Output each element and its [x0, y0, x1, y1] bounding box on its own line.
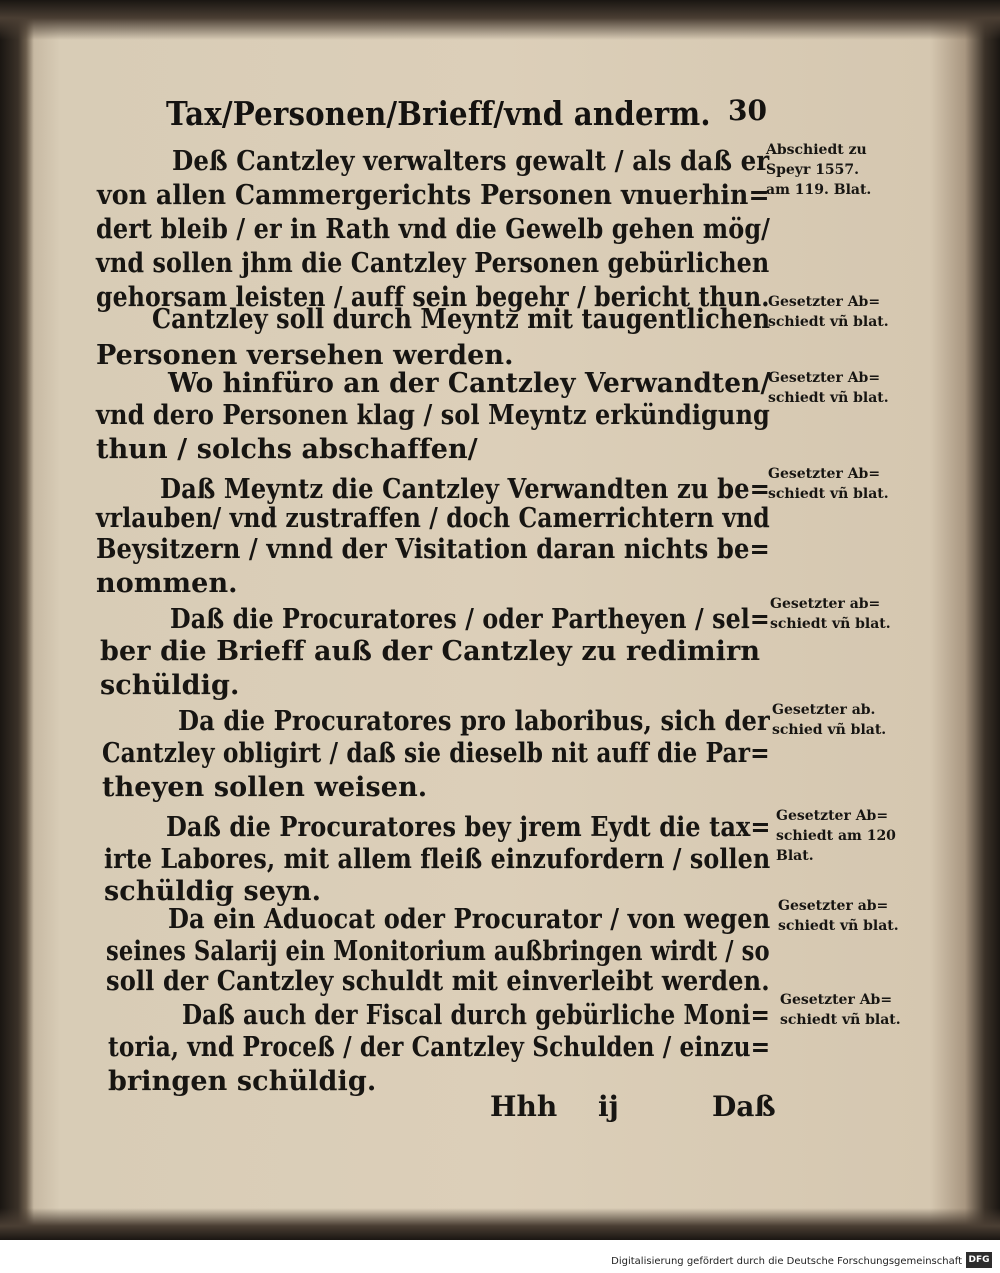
text-line: schüldig seyn.: [104, 876, 322, 907]
text-line: Daß die Procuratores bey jrem Eydt die tax=: [166, 812, 771, 843]
text-line: ber die Brieff auß der Cantzley zu redimirn: [100, 636, 761, 667]
catchword: Daß: [712, 1090, 776, 1123]
folio-number: 30: [728, 94, 767, 127]
text-line: schüldig.: [100, 670, 240, 701]
text-line: Deß Cantzley verwalters gewalt / als daß er: [172, 146, 770, 177]
text-line: seines Salarij ein Monitorium außbringen wirdt / so: [106, 936, 770, 967]
text-line: toria, vnd Proceß / der Cantzley Schulden / einzu=: [108, 1032, 771, 1063]
text-line: soll der Cantzley schuldt mit einverleibt werden.: [106, 966, 770, 997]
text-line: vnd sollen jhm die Cantzley Personen gebürlichen: [96, 248, 770, 279]
signature-number: ij: [598, 1090, 619, 1123]
margin-note: Gesetzter Ab= schiedt vñ blat.: [780, 992, 901, 1028]
text-line: Daß auch der Fiscal durch gebürliche Moni=: [182, 1000, 770, 1031]
text-line: Wo hinfüro an der Cantzley Verwandten/: [168, 368, 771, 399]
running-header: Tax/Personen/Brieff/vnd anderm.: [166, 94, 711, 133]
margin-note: Gesetzter ab. schied vñ blat.: [772, 702, 887, 738]
text-line: bringen schüldig.: [108, 1066, 377, 1097]
text-line: nommen.: [96, 568, 238, 599]
margin-note: Gesetzter ab= schiedt vñ blat.: [778, 898, 899, 934]
text-line: Cantzley obligirt / daß sie dieselb nit auff die Par=: [102, 738, 770, 769]
text-line: Daß Meyntz die Cantzley Verwandten zu be=: [160, 474, 770, 505]
dfg-logo-icon: DFG: [966, 1252, 992, 1268]
text-line: vnd dero Personen klag / sol Meyntz erkündigung: [96, 400, 770, 431]
margin-note: Abschiedt zu Speyr 1557. am 119. Blat.: [766, 142, 872, 198]
text-line: Daß die Procuratores / oder Partheyen / sel=: [170, 604, 770, 635]
margin-note: Gesetzter Ab= schiedt vñ blat.: [768, 294, 889, 330]
text-line: gehorsam leisten / auff sein begehr / bericht thun.: [96, 282, 770, 313]
margin-note: Gesetzter Ab= schiedt vñ blat.: [768, 370, 889, 406]
text-line: theyen sollen weisen.: [102, 772, 428, 803]
text-line: vrlauben/ vnd zustraffen / doch Camerrichtern vnd: [96, 503, 770, 534]
text-line: Da die Procuratores pro laboribus, sich der: [178, 706, 770, 737]
text-line: irte Labores, mit allem fleiß einzufordern / sollen: [104, 844, 771, 875]
text-line: von allen Cammergerichts Personen vnuerhin=: [97, 180, 770, 211]
text-line: Personen versehen werden.: [96, 340, 514, 371]
text-line: dert bleib / er in Rath vnd die Gewelb gehen mög/: [96, 214, 771, 245]
margin-note: Gesetzter Ab= schiedt vñ blat.: [768, 466, 889, 502]
funding-credit: Digitalisierung gefördert durch die Deutsche Forschungsgemeinschaft: [611, 1256, 962, 1267]
text-line: Cantzley soll durch Meyntz mit taugentlichen: [152, 304, 771, 335]
signature-mark: Hhh: [490, 1090, 558, 1123]
margin-note: Gesetzter Ab= schiedt am 120 Blat.: [776, 808, 896, 864]
text-line: Beysitzern / vnnd der Visitation daran nichts be=: [96, 534, 770, 565]
text-line: thun / solchs abschaffen/: [96, 434, 478, 465]
text-line: Da ein Aduocat oder Procurator / von wegen: [168, 904, 771, 935]
margin-note: Gesetzter ab= schiedt vñ blat.: [770, 596, 891, 632]
